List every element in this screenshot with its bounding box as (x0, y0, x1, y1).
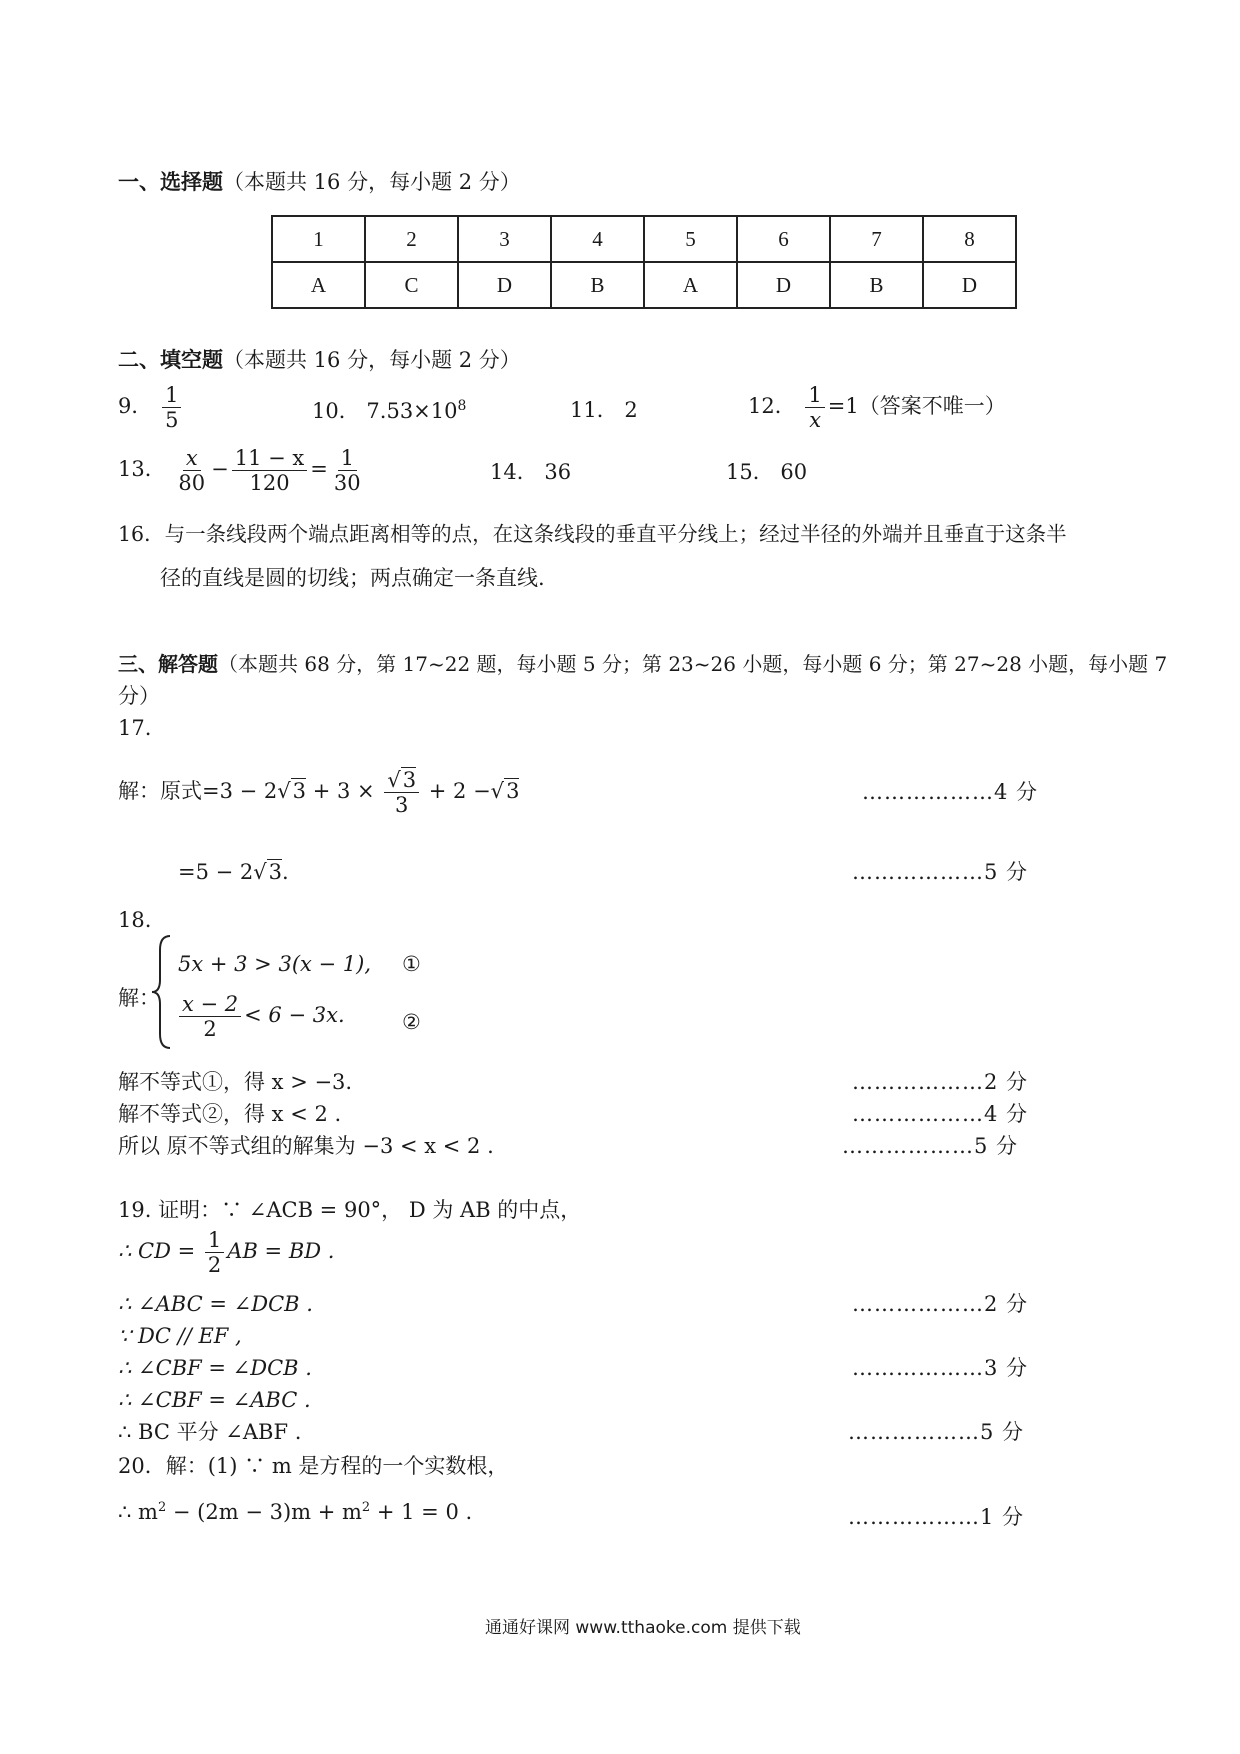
q17-frac-numerator (384, 768, 419, 793)
q19-line2-a: ∴ CD = (118, 1239, 196, 1264)
q17-sqrt2: 3 (506, 779, 520, 804)
q19-line4: ∵ DC // EF , (118, 1324, 242, 1348)
table-cell: 7 (830, 216, 923, 262)
q19-line6: ∴ ∠CBF = ∠ABC . (118, 1388, 311, 1412)
q9-label: 9． (118, 394, 153, 419)
q20-sup2: 2 (361, 1500, 371, 1515)
q18-brace (148, 932, 178, 1052)
q12-fraction (805, 383, 824, 432)
q20-sup1: 2 (157, 1500, 167, 1515)
section3-title-line1: （本题共 68 分，第 17~22 题，每小题 5 分；第 23~26 小题，每小题 6 分；第 27~28 小题，每小题 7 (218, 652, 1168, 676)
q18-eq2-numerator: x − 2 (179, 992, 241, 1017)
q20-line2-b: − (2m − 3)m + m (166, 1500, 362, 1524)
q9-denominator: 5 (165, 408, 179, 433)
answer-table-answers-row (272, 262, 1016, 308)
q12-label: 12． (748, 394, 796, 419)
q13-minus: − (211, 457, 229, 482)
q19-denominator: 2 (207, 1253, 222, 1278)
q17-sqrt1: 3 (292, 779, 307, 804)
q17-step2-a: =5 − 2 (178, 860, 254, 884)
table-cell: A (272, 262, 365, 308)
q18-score1: ………………2 分 (852, 1070, 1029, 1094)
q18-eq2-denominator: 2 (203, 1017, 217, 1042)
q17-step2-end: . (282, 860, 289, 884)
q17-fraction (384, 768, 419, 817)
q17-step1 (118, 768, 519, 817)
q19-line3: ∴ ∠ABC = ∠DCB . (118, 1292, 313, 1316)
q11-label: 11． (570, 398, 618, 422)
q13-f3-denominator: 30 (333, 471, 361, 496)
q13-fraction-1 (175, 446, 208, 495)
q12-denominator: x (809, 408, 822, 433)
section3-title-bold: 三、解答题 (118, 652, 218, 676)
q19-numerator: 1 (205, 1228, 224, 1253)
q19-line2-b: AB = BD . (227, 1239, 335, 1264)
q18-eq2 (176, 992, 345, 1041)
table-cell: D (737, 262, 830, 308)
q10 (312, 398, 466, 424)
q14 (490, 460, 571, 485)
q13 (118, 446, 367, 495)
section3-title-line2: 分） (118, 684, 160, 708)
q20-line2-c: + 1 = 0 . (370, 1500, 473, 1524)
sqrt-sign: √ (253, 860, 267, 884)
q13-f1-denominator: 80 (178, 471, 206, 496)
q17-step1-b: + 3 × (312, 779, 375, 804)
q19-line5: ∴ ∠CBF = ∠DCB . (118, 1356, 312, 1380)
q13-label: 13． (118, 457, 166, 482)
q17-label: 17. (118, 716, 152, 740)
q19-line1: 19. 证明：∵ ∠ACB = 90°， D 为 AB 的中点， (118, 1198, 582, 1222)
q18-score2: ………………4 分 (852, 1102, 1029, 1126)
q17-frac-sqrt: 3 (402, 768, 417, 792)
q19-score7: ………………5 分 (848, 1420, 1025, 1444)
q16-line2: 径的直线是圆的切线；两点确定一条直线. (160, 566, 545, 590)
q12-numerator: 1 (805, 383, 824, 408)
q17-step1-c: + 2 − (428, 779, 491, 804)
q18-label: 18. (118, 908, 152, 932)
answer-table (271, 215, 1017, 309)
q19-line7: ∴ BC 平分 ∠ABF . (118, 1420, 302, 1444)
q13-f2-numerator: 11 − x (232, 446, 308, 471)
q17-score2: ………………5 分 (852, 860, 1029, 884)
q16-line1: 16．与一条线段两个端点距离相等的点，在这条线段的垂直平分线上；经过半径的外端并且垂直于这条半 (118, 522, 1067, 546)
q10-exponent: 8 (457, 398, 467, 414)
q17-step2-sqrt: 3 (268, 860, 283, 884)
q12 (748, 383, 1006, 432)
q18-line3: 所以 原不等式组的解集为 −3 < x < 2 . (118, 1134, 494, 1158)
section1-title-bold: 一、选择题 (118, 170, 223, 194)
table-cell: 4 (551, 216, 644, 262)
q14-value: 36 (544, 460, 572, 484)
q18-eq1: 5x + 3 > 3(x − 1), (178, 952, 372, 976)
q19-line2 (118, 1228, 334, 1277)
q15 (726, 460, 807, 485)
q19-score3: ………………2 分 (852, 1292, 1029, 1316)
q20-score2: ………………1 分 (848, 1505, 1025, 1529)
table-cell: 5 (644, 216, 737, 262)
q18-line1: 解不等式①，得 x > −3. (118, 1070, 353, 1094)
q13-fraction-2 (232, 446, 308, 495)
q13-fraction-3 (331, 446, 364, 495)
q13-f2-denominator: 120 (249, 471, 290, 496)
q13-equals: = (310, 457, 328, 482)
q18-score3: ………………5 分 (842, 1134, 1019, 1158)
q10-label: 10． (312, 399, 360, 423)
q15-label: 15． (726, 460, 774, 484)
q20-line2-a: ∴ m (118, 1500, 158, 1524)
q13-f3-numerator: 1 (338, 446, 357, 471)
q18-eq2-mark: ② (402, 1010, 421, 1034)
footer-watermark: 通通好课网 www.tthaoke.com 提供下载 (485, 1618, 801, 1638)
q20-line2 (118, 1500, 472, 1525)
q9 (118, 383, 184, 432)
answer-table-numbers-row (272, 216, 1016, 262)
sqrt-sign: √ (277, 779, 291, 804)
table-cell: D (923, 262, 1016, 308)
q19-fraction (205, 1228, 224, 1277)
q14-label: 14． (490, 460, 538, 484)
q17-score1: ………………4 分 (862, 780, 1039, 804)
section3-title (118, 652, 1167, 676)
table-cell: 1 (272, 216, 365, 262)
section1-title (118, 170, 521, 195)
q17-frac-denominator: 3 (395, 793, 409, 818)
q11-value: 2 (624, 398, 638, 422)
section2-title-rest: （本题共 16 分，每小题 2 分） (223, 348, 521, 372)
q10-value: 7.53×10 (366, 399, 458, 423)
table-cell: B (551, 262, 644, 308)
table-cell: 8 (923, 216, 1016, 262)
q20-line1: 20．解：(1) ∵ m 是方程的一个实数根， (118, 1454, 509, 1478)
q13-f1-numerator: x (183, 446, 201, 471)
q18-prefix: 解： (118, 986, 160, 1010)
q18-eq2-rest: < 6 − 3x. (244, 1003, 345, 1028)
table-cell: A (644, 262, 737, 308)
section2-title-bold: 二、填空题 (118, 348, 223, 372)
q17-step1-a: 解：原式=3 − 2 (118, 779, 278, 804)
table-cell: C (365, 262, 458, 308)
table-cell: 3 (458, 216, 551, 262)
q15-value: 60 (780, 460, 808, 484)
table-cell: 6 (737, 216, 830, 262)
table-cell: D (458, 262, 551, 308)
q18-line2: 解不等式②，得 x < 2 . (118, 1102, 342, 1126)
q11 (570, 398, 638, 423)
left-brace-icon (148, 932, 178, 1052)
section1-title-rest: （本题共 16 分，每小题 2 分） (223, 170, 521, 194)
q18-eq2-fraction (179, 992, 241, 1041)
section2-title (118, 348, 521, 373)
q17-step2 (178, 860, 289, 885)
q9-numerator: 1 (162, 383, 181, 408)
table-cell: B (830, 262, 923, 308)
sqrt-sign: √ (490, 779, 505, 804)
q9-fraction (162, 383, 181, 432)
table-cell: 2 (365, 216, 458, 262)
q12-rest: =1（答案不唯一） (827, 394, 1006, 419)
q18-eq1-mark: ① (402, 952, 421, 976)
sqrt-sign: √ (387, 768, 401, 792)
q19-score5: ………………3 分 (852, 1356, 1029, 1380)
